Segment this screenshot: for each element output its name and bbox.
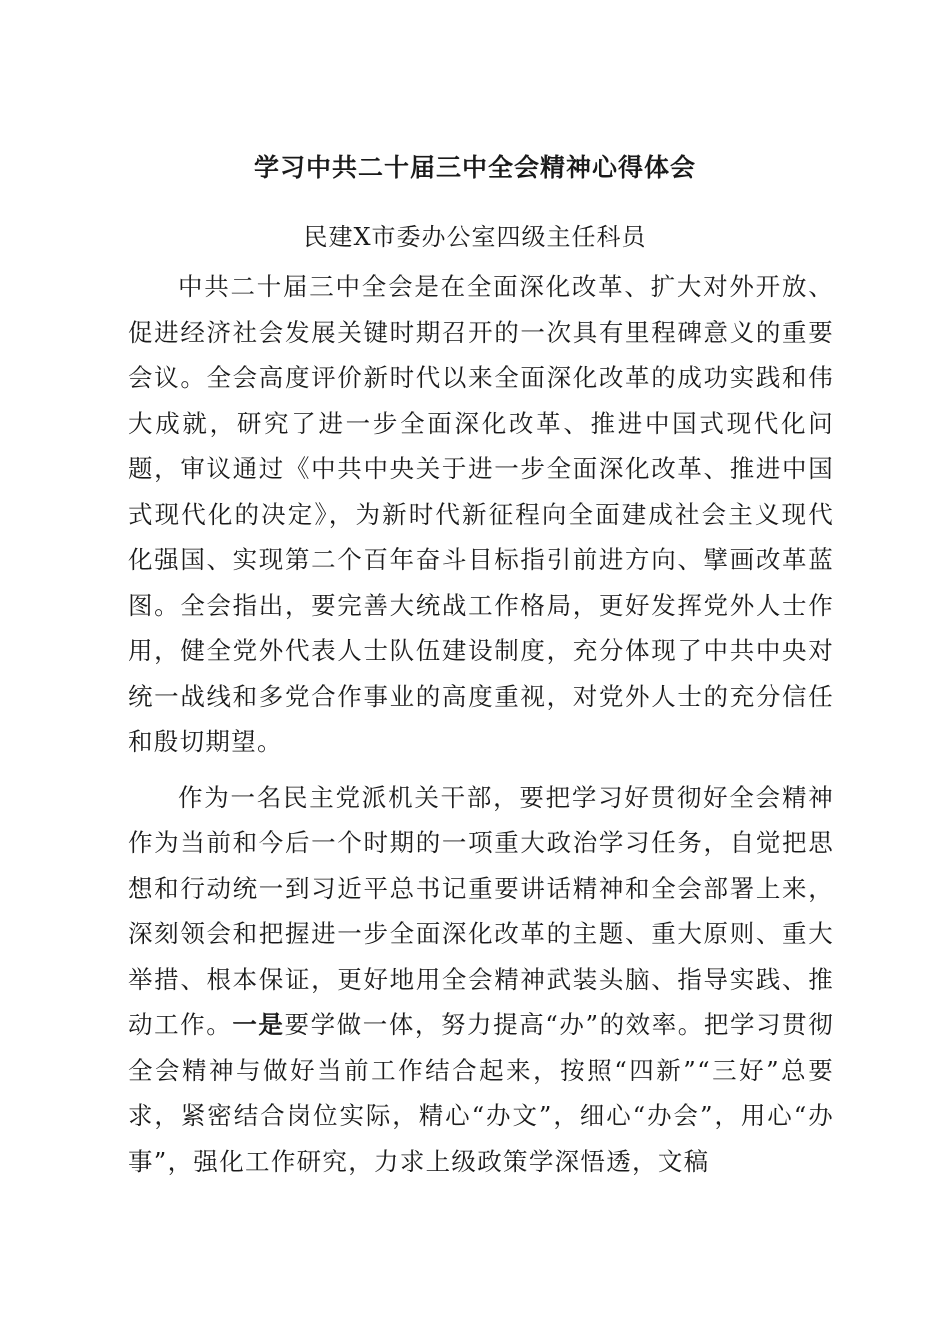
document-author: 民建X市委办公室四级主任科员 bbox=[303, 223, 647, 251]
paragraph-2 bbox=[128, 775, 834, 1185]
document-title: 学习中共二十届三中全会精神心得体会 bbox=[253, 153, 696, 182]
paragraph-1: 中共二十届三中全会是在全面深化改革、扩大对外开放、促进经济社会发展关键时期召开的一次具有里程碑意义的重要会议。全会高度评价新时代以来全面深化改革的成功实践和伟大成就，研究了进一步全面深化改革、推进中国式现代化问题，审议通过《中共中央关于进一步全面深化改革、推进中国式现代化的决定》，为新时代新征程向全面建成社会主义现代化强国、实现第二个百年奋斗目标指引前进方向、擘画改革蓝图。全会指出，要完善大统战工作格局，更好发挥党外人士作用，健全党外代表人士队伍建设制度，充分体现了中共中央对统一战线和多党合作事业的高度重视，对党外人士的充分信任和殷切期望。 bbox=[128, 272, 834, 756]
paragraph-2-emphasis: 一是 bbox=[232, 1010, 285, 1039]
document-body bbox=[128, 264, 834, 1184]
paragraph-2-text-before: 作为一名民主党派机关干部，要把学习好贯彻好全会精神作为当前和今后一个时期的一项重大政治学习任务，自觉把思想和行动统一到习近平总书记重要讲话精神和全会部署上来，深刻领会和把握进一步全面深化改革的主题、重大原则、重大举措、根本保证，更好地用全会精神武装头脑、指导实践、推动工作。 bbox=[128, 782, 834, 1039]
paragraph-2-text-after: 要学做一体，努力提高“办”的效率。把学习贯彻全会精神与做好当前工作结合起来，按照“四新”“三好”总要求，紧密结合岗位实际，精心“办文”，细心“办会”，用心“办事”，强化工作研究，力求上级政策学深悟透，文稿 bbox=[128, 1010, 835, 1176]
